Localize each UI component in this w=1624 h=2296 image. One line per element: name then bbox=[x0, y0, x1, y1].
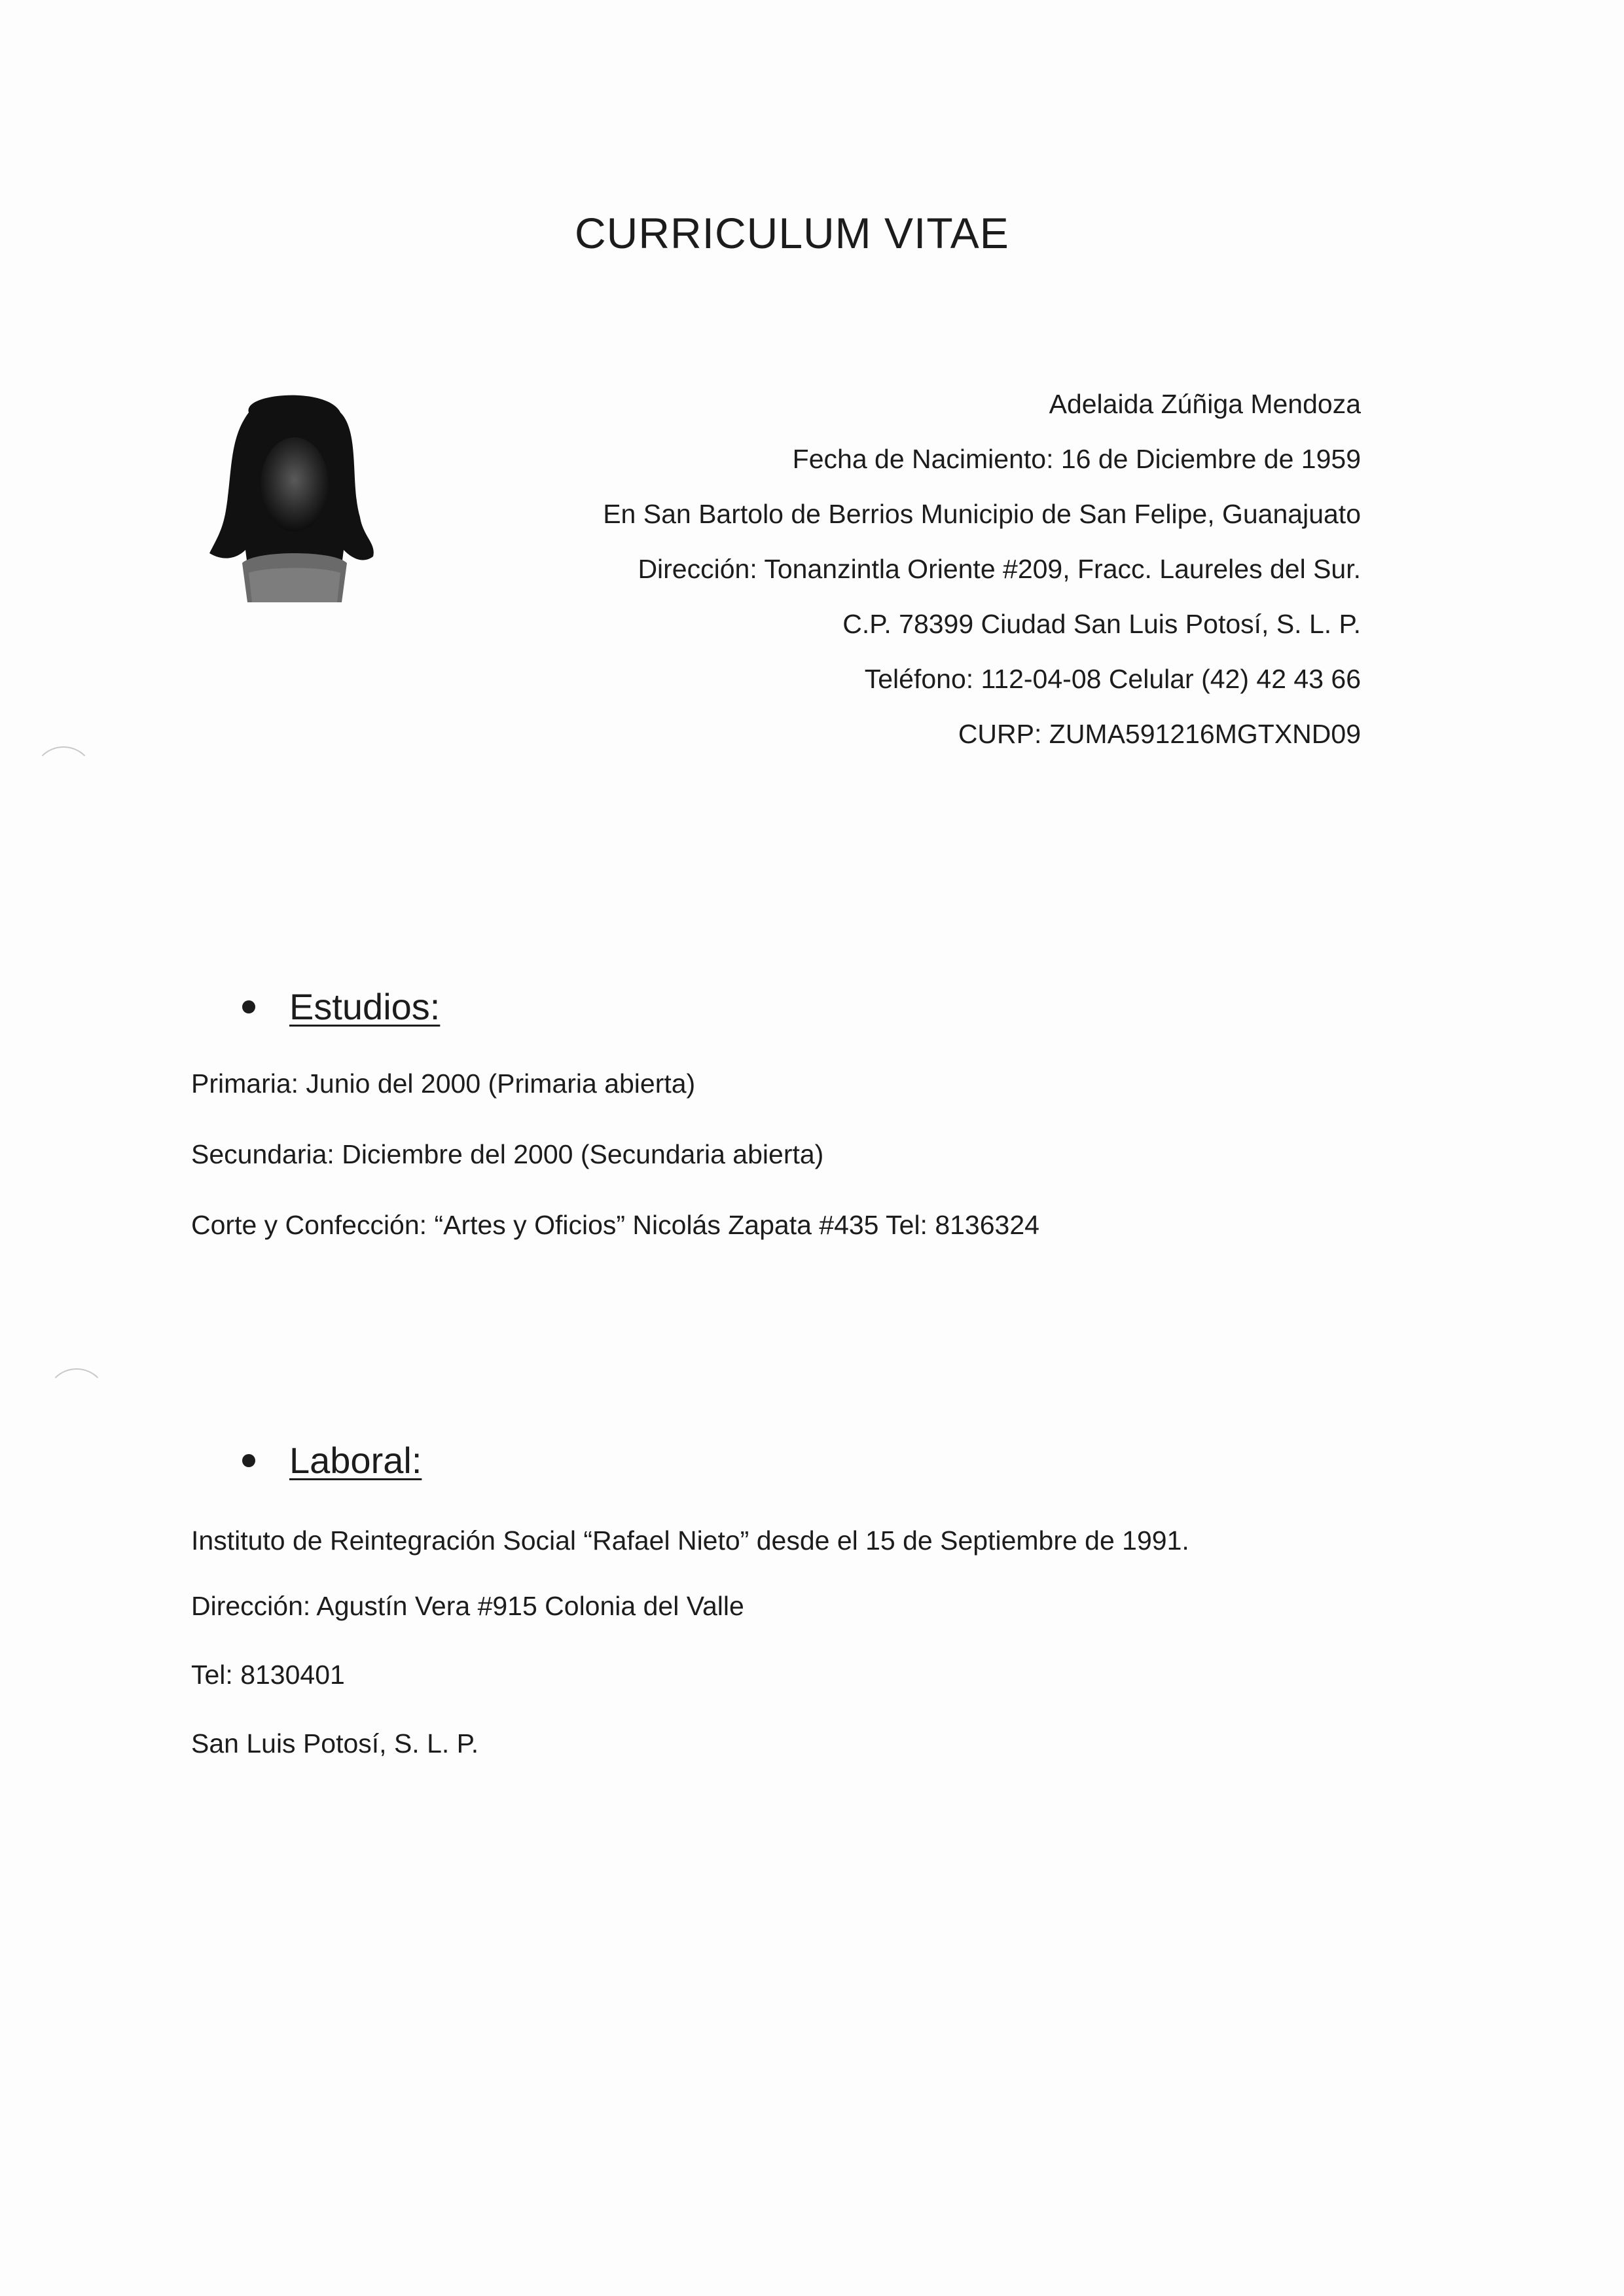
postal-code: C.P. 78399 Ciudad San Luis Potosí, S. L. P. bbox=[842, 609, 1361, 639]
section-heading-estudios: Estudios: bbox=[242, 985, 440, 1028]
document-title: CURRICULUM VITAE bbox=[575, 209, 1009, 257]
bullet-icon bbox=[242, 1454, 255, 1467]
work-item: San Luis Potosí, S. L. P. bbox=[191, 1728, 479, 1758]
personal-info bbox=[603, 376, 1361, 761]
person-name: Adelaida Zúñiga Mendoza bbox=[1049, 389, 1361, 419]
punch-hole-mark bbox=[33, 746, 94, 808]
birth-date: Fecha de Nacimiento: 16 de Diciembre de 1959 bbox=[792, 444, 1361, 474]
work-item: Dirección: Agustín Vera #915 Colonia del Valle bbox=[191, 1591, 744, 1621]
punch-hole-mark bbox=[46, 1368, 107, 1430]
curp-id: CURP: ZUMA591216MGTXND09 bbox=[958, 719, 1361, 749]
portrait-photo bbox=[196, 386, 386, 609]
bullet-icon bbox=[242, 1000, 255, 1013]
work-item: Tel: 8130401 bbox=[191, 1660, 345, 1690]
section-heading-laboral: Laboral: bbox=[242, 1439, 422, 1482]
education-item: Corte y Confección: “Artes y Oficios” Nicolás Zapata #435 Tel: 8136324 bbox=[191, 1210, 1039, 1240]
education-item: Secundaria: Diciembre del 2000 (Secundaria abierta) bbox=[191, 1139, 824, 1169]
work-item: Instituto de Reintegración Social “Rafael Nieto” desde el 15 de Septiembre de 1991. bbox=[191, 1525, 1189, 1556]
birth-place: En San Bartolo de Berrios Municipio de San Felipe, Guanajuato bbox=[603, 499, 1361, 529]
home-address: Dirección: Tonanzintla Oriente #209, Fracc. Laureles del Sur. bbox=[638, 554, 1361, 584]
education-item: Primaria: Junio del 2000 (Primaria abierta) bbox=[191, 1068, 696, 1099]
phone-number: Teléfono: 112-04-08 Celular (42) 42 43 66 bbox=[864, 664, 1361, 694]
